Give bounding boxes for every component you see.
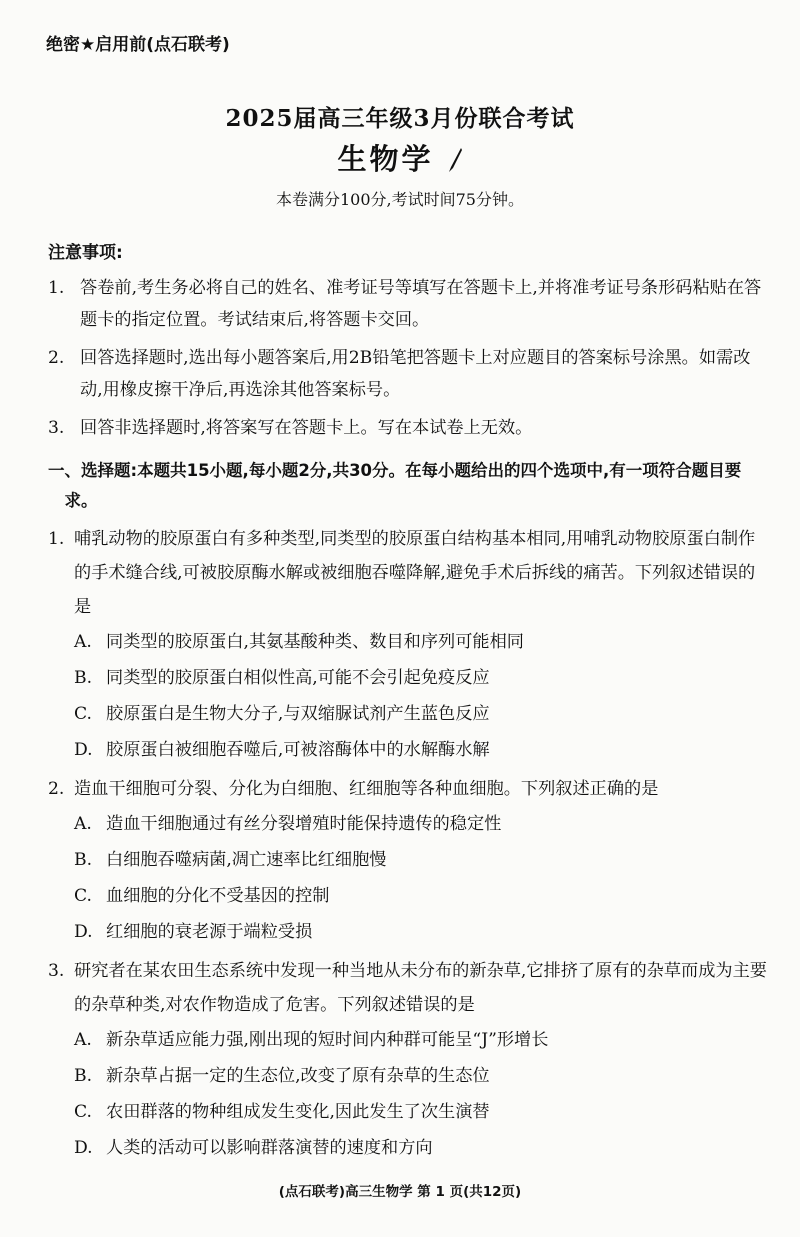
option-text: 胶原蛋白是生物大分子,与双缩脲试剂产生蓝色反应: [106, 704, 490, 724]
question-number: 3.: [48, 961, 65, 981]
option-text: 红细胞的衰老源于端粒受损: [106, 922, 313, 942]
option-c: [48, 1094, 770, 1130]
option-letter: D.: [74, 922, 93, 942]
exam-title: 2025届高三年级3月份联合考试: [225, 105, 575, 132]
notice-title: 注意事项:: [48, 243, 123, 263]
option-letter: C.: [74, 1102, 93, 1122]
notice-text: 答卷前,考生务必将自己的姓名、准考证号等填写在答题卡上,并将准考证号条形码粘贴在答题卡的指定位置。考试结束后,将答题卡交回。: [80, 278, 762, 330]
notice-item: [48, 272, 768, 336]
question-number: 1.: [48, 529, 65, 549]
option-d: [48, 1130, 770, 1166]
option-b: [48, 660, 770, 696]
option-text: 白细胞吞噬病菌,凋亡速率比红细胞慢: [106, 850, 387, 870]
notice-item: [48, 412, 768, 444]
option-c: [48, 878, 770, 914]
notice-number: 3.: [48, 418, 65, 438]
notice-item: [48, 342, 768, 406]
confidential-label: 绝密★启用前(点石联考): [46, 35, 230, 55]
option-letter: A.: [74, 632, 92, 652]
question-2: [48, 772, 770, 950]
option-a: [48, 1022, 770, 1058]
question-text: 哺乳动物的胶原蛋白有多种类型,同类型的胶原蛋白结构基本相同,用哺乳动物胶原蛋白制作的手术缝合线,可被胶原酶水解或被细胞吞噬降解,避免手术后拆线的痛苦。下列叙述错误的是: [74, 529, 756, 617]
option-text: 农田群落的物种组成发生变化,因此发生了次生演替: [106, 1102, 490, 1122]
option-text: 新杂草占据一定的生态位,改变了原有杂草的生态位: [106, 1066, 490, 1086]
option-letter: D.: [74, 740, 93, 760]
question-stem: [48, 522, 770, 624]
option-text: 新杂草适应能力强,刚出现的短时间内种群可能呈“J”形增长: [106, 1030, 549, 1050]
pen-icon: [447, 147, 463, 173]
question-number: 2.: [48, 779, 65, 799]
option-text: 同类型的胶原蛋白相似性高,可能不会引起免疫反应: [106, 668, 490, 688]
option-letter: B.: [74, 850, 93, 870]
option-letter: A.: [74, 1030, 92, 1050]
section-heading: 一、选择题:本题共15小题,每小题2分,共30分。在每小题给出的四个选项中,有一项符合题目要求。: [48, 461, 742, 510]
subject-name: 生物学: [337, 142, 434, 176]
option-letter: A.: [74, 814, 92, 834]
notice-list: [48, 272, 768, 450]
option-letter: B.: [74, 668, 93, 688]
question-list: [48, 522, 770, 1170]
option-text: 同类型的胶原蛋白,其氨基酸种类、数目和序列可能相同: [106, 632, 524, 652]
option-a: [48, 806, 770, 842]
option-letter: C.: [74, 704, 93, 724]
option-c: [48, 696, 770, 732]
option-letter: C.: [74, 886, 93, 906]
question-text: 研究者在某农田生态系统中发现一种当地从未分布的新杂草,它排挤了原有的杂草而成为主要的杂草种类,对农作物造成了危害。下列叙述错误的是: [74, 961, 767, 1015]
option-d: [48, 732, 770, 768]
notice-number: 2.: [48, 348, 65, 368]
option-letter: B.: [74, 1066, 93, 1086]
option-text: 血细胞的分化不受基因的控制: [106, 886, 330, 906]
question-3: [48, 954, 770, 1166]
notice-number: 1.: [48, 278, 65, 298]
question-stem: [48, 954, 770, 1022]
question-text: 造血干细胞可分裂、分化为白细胞、红细胞等各种血细胞。下列叙述正确的是: [74, 779, 659, 799]
subject-title: [0, 137, 800, 178]
notice-text: 回答选择题时,选出每小题答案后,用2B铅笔把答题卡上对应题目的答案标号涂黑。如需改动,用橡皮擦干净后,再选涂其他答案标号。: [80, 348, 751, 400]
question-1: [48, 522, 770, 768]
question-stem: [48, 772, 770, 806]
option-text: 人类的活动可以影响群落演替的速度和方向: [106, 1138, 433, 1158]
option-a: [48, 624, 770, 660]
option-text: 胶原蛋白被细胞吞噬后,可被溶酶体中的水解酶水解: [106, 740, 490, 760]
notice-text: 回答非选择题时,将答案写在答题卡上。写在本试卷上无效。: [80, 418, 533, 438]
option-letter: D.: [74, 1138, 93, 1158]
option-d: [48, 914, 770, 950]
option-text: 造血干细胞通过有丝分裂增殖时能保持遗传的稳定性: [106, 814, 502, 834]
option-b: [48, 842, 770, 878]
exam-meta: 本卷满分100分,考试时间75分钟。: [276, 190, 524, 209]
page-footer: (点石联考)高三生物学 第 1 页(共12页): [278, 1184, 522, 1200]
option-b: [48, 1058, 770, 1094]
